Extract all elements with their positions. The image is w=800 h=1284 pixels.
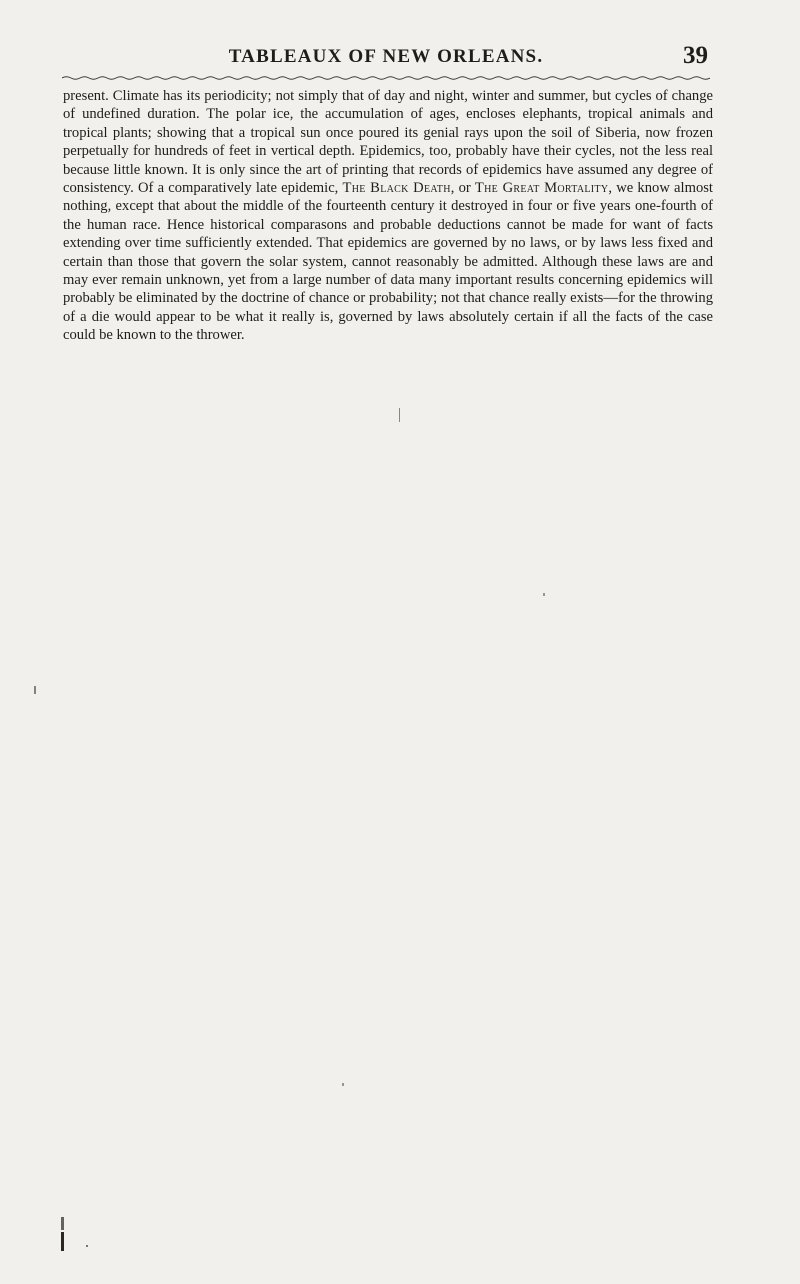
running-head	[62, 44, 710, 74]
paper-speck	[399, 408, 400, 422]
page-number: 39	[683, 42, 708, 69]
body-text	[63, 87, 713, 345]
paper-speck	[342, 1083, 344, 1086]
paper-speck	[543, 593, 545, 596]
margin-mark	[86, 1245, 88, 1247]
wavy-rule-ornament	[62, 74, 710, 82]
paragraph	[63, 87, 713, 345]
small-caps-term: The Black Death	[342, 180, 451, 197]
text-run: , we know almost nothing, except that about the middle of the fourteenth century it destroyed in four or five years one-fourth of the human race. Hence historical comparasons and probable deductions cannot be made for want of facts extending over time sufficiently extended. That epidemics are governed by no laws, or by laws less fixed and certain than those that govern the solar system, cannot reasonably be admitted. Although these laws are and may ever remain unknown, yet from a large number of data many important results concerning epidemics will probably be eliminated by the doctrine of chance or probability; not that chance really exists—for the throwing of a die would appear to be what it really is, governed by laws absolutely certain if all the facts of the case could be known to the thrower.	[63, 180, 713, 344]
text-run: , or	[450, 180, 475, 197]
text-run: present. Climate has its periodicity; not simply that of day and night, winter and summer, but cycles of change of undefined duration. The polar ice, the accumulation of ages, encloses elephants, tropical animals and tropical plants; showing that a tropical sun once poured its genial rays upon the soil of Siberia, now frozen perpetually for hundreds of feet in vertical depth. Epidemics, too, probably have their cycles, not the less real because little known. It is only since the art of printing that records of epidemics have assumed any degree of consistency. Of a comparatively late epidemic,	[63, 88, 713, 197]
margin-mark	[61, 1232, 64, 1251]
margin-mark	[61, 1217, 64, 1230]
running-title: TABLEAUX OF NEW ORLEANS.	[228, 46, 544, 67]
small-caps-term: The Great Mortality	[474, 180, 609, 197]
margin-mark	[34, 686, 36, 694]
